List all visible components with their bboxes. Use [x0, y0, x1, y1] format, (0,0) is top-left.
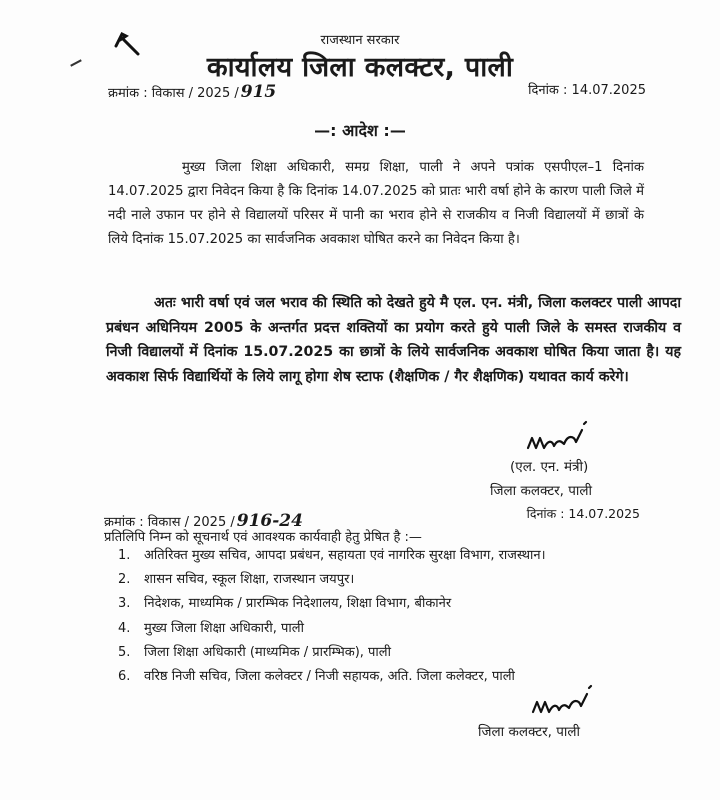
final-designation: जिला कलक्टर, पाली — [478, 724, 581, 740]
signatory-designation: जिला कलक्टर, पाली — [490, 483, 593, 499]
copy-handwritten-number: 916-24 — [236, 511, 303, 531]
signature-icon — [524, 420, 604, 456]
list-item: 2. शासन सचिव, स्कूल शिक्षा, राजस्थान जयपुर। — [118, 572, 355, 588]
order-title: —: आदेश :— — [314, 121, 406, 140]
paragraph-order: अतः भारी वर्षा एवं जल भराव की स्थिति को देखते हुये मै एल. एन. मंत्री, जिला कलक्टर पाली आपदा प्रबंधन अधिनियम 2005 के अन्तर्गत प्रदत्त शक्तियों का प्रयोग करते हुये पाली जिले के समस्त राजकीय व निजी विद्यालयों में दिनांक 15.07.2025 का छात्रों के लिये सार्वजनिक अवकाश घोषित किया जाता है। यह अवकाश सिर्फ विद्यार्थियों के लिये लागू होगा शेष स्टाफ (शैक्षणिक / गैर शैक्षणिक) यथावत कार्य करेगे। — [106, 295, 681, 385]
reference-number — [108, 82, 276, 102]
reference-label: क्रमांक : विकास / 2025 / — [108, 86, 239, 101]
list-item: 4. मुख्य जिला शिक्षा अधिकारी, पाली — [118, 620, 304, 636]
list-item: 5. जिला शिक्षा अधिकारी (माध्यमिक / प्रारम्भिक), पाली — [118, 644, 391, 660]
office-title: कार्यालय जिला कलक्टर, पाली — [206, 52, 514, 83]
signatory-name: (एल. एन. मंत्री) — [510, 459, 589, 475]
list-item: 1. अतिरिक्त मुख्य सचिव, आपदा प्रबंधन, सहायता एवं नागरिक सुरक्षा विभाग, राजस्थान। — [118, 548, 546, 563]
copy-recipients-list — [118, 544, 546, 689]
paragraph-request: मुख्य जिला शिक्षा अधिकारी, समग्र शिक्षा, पाली ने अपने पत्रांक एसपीएल–1 दिनांक 14.07.2025 द्वारा निवेदन किया है कि दिनांक 14.07.2025 को प्रातः भारी वर्षा होने के कारण पाली जिले में नदी नाले उफान पर होने से विद्यालयों परिसर में पानी का भराव होने से राजकीय व निजी विद्यालयों में छात्रों के लिये दिनांक 15.07.2025 का सार्वजनिक अवकाश घोषित करने का निवेदन किया है। — [108, 160, 644, 247]
order-date: दिनांक : 14.07.2025 — [528, 83, 646, 98]
handwritten-number: 915 — [240, 82, 277, 102]
signature-icon — [529, 684, 609, 720]
copy-intro: प्रतिलिपि निम्न को सूचनार्थ एवं आवश्यक कार्यवाही हेतु प्रेषित है :— — [104, 530, 422, 545]
list-item: 6. वरिष्ठ निजी सचिव, जिला कलेक्टर / निजी सहायक, अति. जिला कलेक्टर, पाली — [118, 669, 515, 685]
copy-date: दिनांक : 14.07.2025 — [526, 506, 640, 521]
government-name: राजस्थान सरकार — [320, 33, 400, 48]
list-item: 3. निदेशक, माध्यमिक / प्रारम्भिक निदेशालय, शिक्षा विभाग, बीकानेर — [118, 596, 452, 612]
copy-reference-label: क्रमांक : विकास / 2025 / — [104, 515, 235, 530]
